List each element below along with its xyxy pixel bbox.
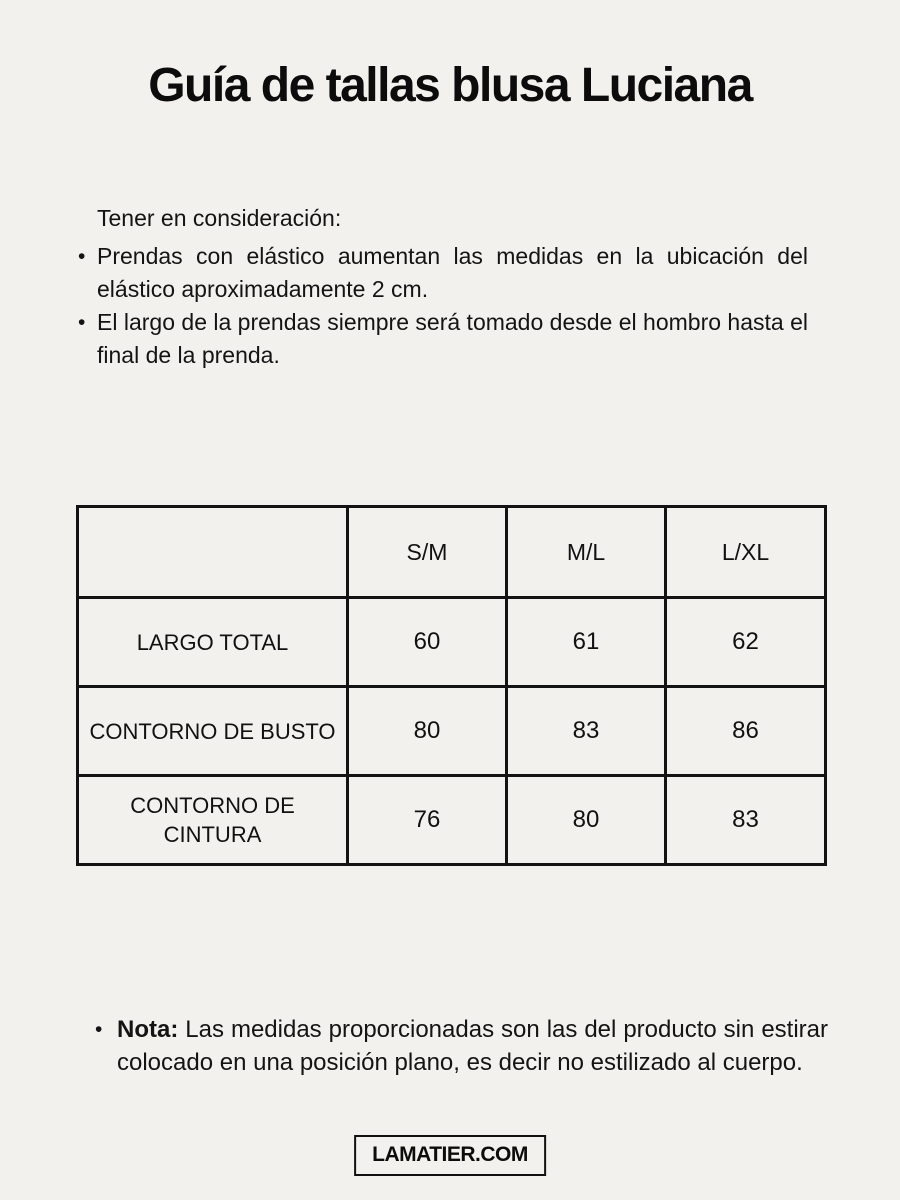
consideration-item — [78, 306, 808, 372]
considerations-heading: Tener en consideración: — [97, 205, 342, 231]
corner-header-cell — [78, 507, 348, 598]
consideration-item — [78, 240, 808, 306]
brand-badge: LAMATIER.COM — [354, 1135, 546, 1176]
note-item — [95, 1013, 828, 1079]
size-table — [76, 505, 827, 866]
measurement-cell: 61 — [507, 598, 666, 687]
size-column-header-sm: S/M — [348, 507, 507, 598]
row-label-largo-total: LARGO TOTAL — [78, 598, 348, 687]
page-title: Guía de tallas blusa Luciana — [148, 59, 752, 112]
measurement-cell: 83 — [666, 776, 826, 865]
bullet-icon: • — [78, 245, 86, 268]
row-label-contorno-busto: CONTORNO DE BUSTO — [78, 687, 348, 776]
measurement-cell: 86 — [666, 687, 826, 776]
table-header-row — [78, 507, 826, 598]
bullet-icon: • — [95, 1018, 103, 1041]
table-row — [78, 776, 826, 865]
measurement-cell: 80 — [348, 687, 507, 776]
note-section — [95, 1013, 828, 1079]
measurement-cell: 76 — [348, 776, 507, 865]
consideration-text: Prendas con elástico aumentan las medidas en la ubicación del elástico aproximadamente 2 cm. — [97, 243, 808, 302]
measurement-cell: 80 — [507, 776, 666, 865]
measurement-cell: 62 — [666, 598, 826, 687]
table-row — [78, 687, 826, 776]
row-label-contorno-cintura: CONTORNO DE CINTURA — [78, 776, 348, 865]
size-column-header-lxl: L/XL — [666, 507, 826, 598]
note-paragraph — [117, 1013, 828, 1079]
table-row — [78, 598, 826, 687]
note-label: Nota: — [117, 1016, 179, 1043]
bullet-icon: • — [78, 311, 86, 334]
measurement-cell: 60 — [348, 598, 507, 687]
size-column-header-ml: M/L — [507, 507, 666, 598]
considerations-section — [78, 202, 808, 372]
measurement-cell: 83 — [507, 687, 666, 776]
note-text: Las medidas proporcionadas son las del producto sin estirar colocado en una posición plano, es decir no estilizado al cuerpo. — [117, 1016, 829, 1076]
consideration-text: El largo de la prendas siempre será tomado desde el hombro hasta el final de la prenda. — [97, 309, 808, 368]
